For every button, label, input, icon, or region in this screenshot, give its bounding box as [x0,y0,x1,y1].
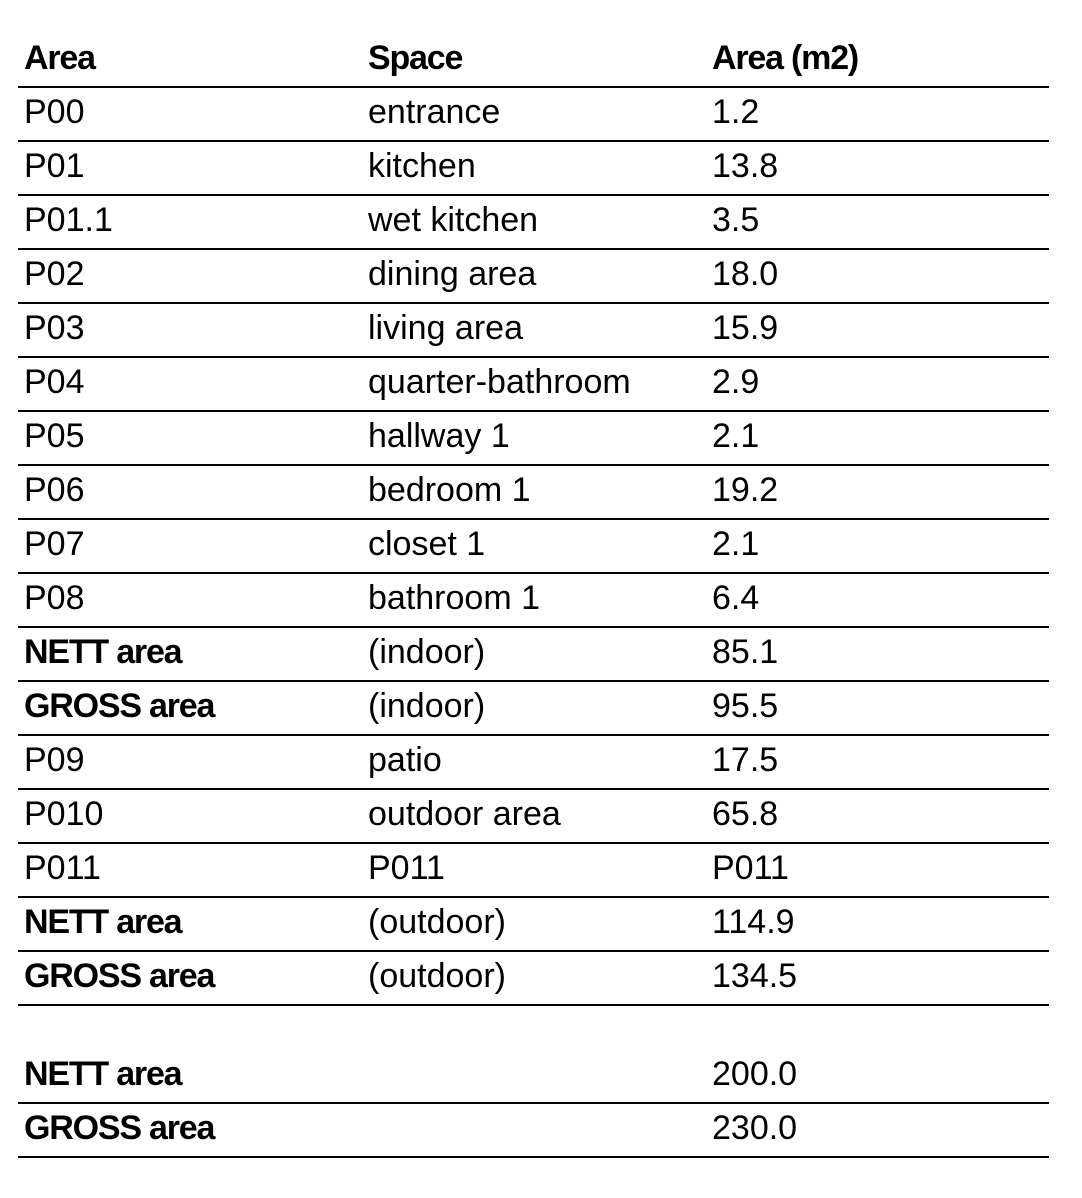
area-code: P01 [24,147,85,185]
space-name: entrance [368,93,501,131]
area-code: P03 [24,309,85,347]
space-name: closet 1 [368,525,486,563]
header-space: Space [368,39,463,77]
table-row [18,304,1049,358]
total-value: 200.0 [712,1055,798,1093]
area-code: P05 [24,417,85,455]
table-row [18,736,1049,790]
subtotal-row-outdoor-gross [18,952,1049,1006]
space-name: hallway 1 [368,417,510,455]
area-value: 1.2 [712,93,760,131]
subtotal-label: GROSS area [24,687,215,725]
table-header-row [18,30,1049,88]
space-name: outdoor area [368,795,561,833]
space-name: (indoor) [368,633,486,671]
subtotal-label: GROSS area [24,957,215,995]
table-row [18,88,1049,142]
header-area: Area [24,39,95,77]
table-row [18,196,1049,250]
area-value: 17.5 [712,741,779,779]
space-name: (outdoor) [368,903,506,941]
space-name: wet kitchen [368,201,539,239]
area-value: 19.2 [712,471,779,509]
space-name: quarter-bathroom [368,363,631,401]
subtotal-row-outdoor-nett [18,898,1049,952]
area-code: P011 [24,849,101,887]
table-row [18,142,1049,196]
area-value: P011 [712,849,789,887]
area-code: P06 [24,471,85,509]
total-row-nett [18,1050,1049,1104]
area-value: 2.1 [712,525,760,563]
area-code: P02 [24,255,85,293]
subtotal-label: NETT area [24,633,182,671]
area-value: 3.5 [712,201,760,239]
table-spacer [18,1006,1049,1050]
area-value: 2.9 [712,363,760,401]
total-row-gross [18,1104,1049,1158]
area-code: P00 [24,93,85,131]
table-row [18,250,1049,304]
area-value: 18.0 [712,255,779,293]
area-code: P08 [24,579,85,617]
area-value: 65.8 [712,795,779,833]
table-row [18,844,1049,898]
table-row [18,358,1049,412]
area-value: 95.5 [712,687,779,725]
space-name: dining area [368,255,537,293]
area-value: 2.1 [712,417,760,455]
area-code: P01.1 [24,201,113,239]
space-name: P011 [368,849,445,887]
table-row [18,790,1049,844]
area-table [18,30,1049,1158]
table-row [18,466,1049,520]
table-row [18,520,1049,574]
subtotal-label: NETT area [24,903,182,941]
space-name: patio [368,741,442,779]
area-value: 13.8 [712,147,779,185]
area-code: P07 [24,525,85,563]
table-row [18,412,1049,466]
subtotal-row-indoor-gross [18,682,1049,736]
subtotal-row-indoor-nett [18,628,1049,682]
area-code: P04 [24,363,85,401]
space-name: kitchen [368,147,476,185]
area-value: 85.1 [712,633,779,671]
area-value: 134.5 [712,957,798,995]
total-label: NETT area [24,1055,182,1093]
header-area-m2: Area (m2) [712,39,859,77]
area-value: 6.4 [712,579,760,617]
total-label: GROSS area [24,1109,215,1147]
space-name: (indoor) [368,687,486,725]
area-value: 114.9 [712,903,795,941]
space-name: bedroom 1 [368,471,531,509]
space-name: (outdoor) [368,957,506,995]
table-row [18,574,1049,628]
area-code: P010 [24,795,104,833]
space-name: living area [368,309,523,347]
total-value: 230.0 [712,1109,798,1147]
area-value: 15.9 [712,309,779,347]
area-code: P09 [24,741,85,779]
space-name: bathroom 1 [368,579,540,617]
